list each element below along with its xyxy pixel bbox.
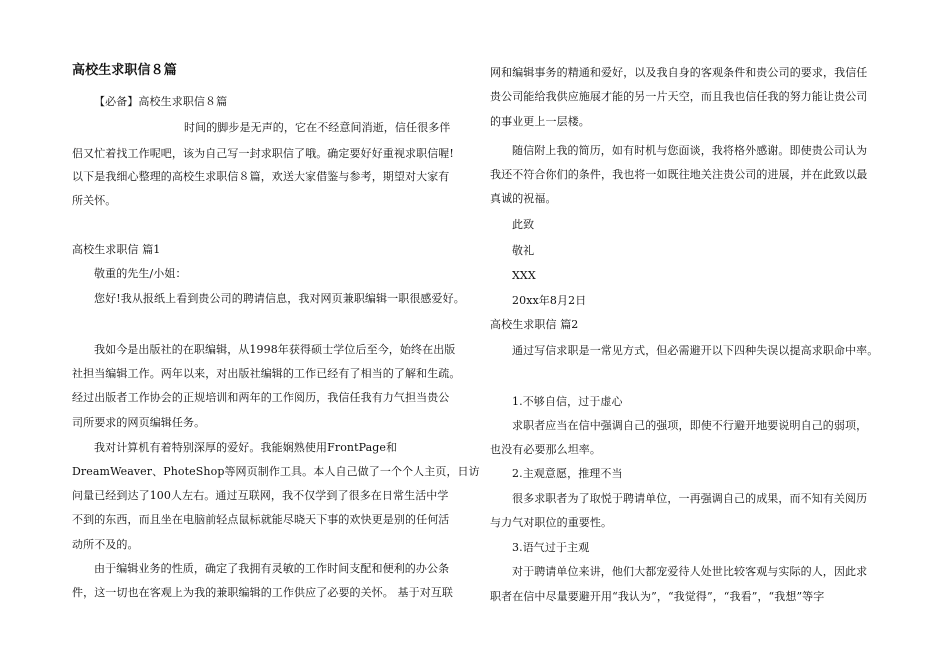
letter-date: 20xx年8月2日 [512, 294, 587, 307]
signature-name: XXX [512, 269, 536, 282]
paragraph-line: 的事业更上一层楼。 [490, 115, 590, 128]
paragraph-line: 动所不及的。 [72, 538, 139, 551]
paragraph-line: 贵公司能给我供应施展才能的另一片天空，而且我也信任我的努力能让贵公司 [490, 90, 868, 103]
paragraph-line: 您好!我从报纸上看到贵公司的聘请信息，我对网页兼职编辑一职很感爱好。 [94, 292, 465, 305]
paragraph-line: 职者在信中尽量要避开用“我认为”，“我觉得”，“我看”，“我想”等字 [490, 590, 825, 603]
paragraph-line: DreamWeaver、PhoteShop等网页制作工具。本人自己做了一个个人主页，日访 [72, 465, 480, 478]
paragraph-line: 社担当编辑工作。两年以来，对出版社编辑的工作已经有了相当的了解和生疏。 [72, 367, 461, 380]
paragraph-line: 求职者应当在信中强调自己的强项，即使不行避开地要说明自己的弱项， [512, 419, 868, 432]
paragraph-line: 司所要求的网页编辑任务。 [72, 416, 206, 429]
paragraph-line: 通过写信求职是一常见方式，但必需避开以下四种失误以提高求职命中率。 [512, 344, 879, 357]
paragraph-line: 经过出版者工作协会的正规培训和两年的工作阅历，我信任我有力气担当贵公 [72, 391, 450, 404]
paragraph-line: 我还不符合你们的条件，我也将一如既往地关注贵公司的进展，并在此致以最 [490, 168, 868, 181]
paragraph-line: 对于聘请单位来讲，他们大都宠爱待人处世比较客观与实际的人，因此求 [512, 565, 868, 578]
paragraph-line: 问量已经到达了100人左右。通过互联网，我不仅学到了很多在日常生活中学 [72, 489, 449, 502]
section-heading: 高校生求职信 篇2 [490, 318, 579, 331]
list-item-heading: 2.主观意愿，推理不当 [512, 467, 623, 480]
paragraph-line: 也没有必要那么坦率。 [490, 443, 601, 456]
paragraph-line: 网和编辑事务的精通和爱好，以及我自身的客观条件和贵公司的要求，我信任 [490, 66, 868, 79]
intro-line: 以下是我细心整理的高校生求职信８篇，欢送大家借鉴与参考，期望对大家有 [72, 170, 450, 183]
paragraph-line: 我对计算机有着特别深厚的爱好。我能娴熟使用FrontPage和 [94, 441, 398, 454]
closing-line: 敬礼 [512, 244, 535, 257]
paragraph-line: 很多求职者为了取悦于聘请单位，一再强调自己的成果，而不知有关阅历 [512, 492, 868, 505]
paragraph-line: 真诚的祝福。 [490, 192, 557, 205]
paragraph-line: 我如今是出版社的在职编辑，从1998年获得硕士学位后至今，始终在出版 [94, 343, 456, 356]
intro-line: 时间的脚步是无声的，它在不经意间消逝，信任很多伴 [184, 121, 451, 134]
salutation-line: 敬重的先生/小姐： [94, 267, 187, 280]
closing-line: 此致 [512, 218, 535, 231]
paragraph-line: 随信附上我的简历，如有时机与您面谈，我将格外感谢。即使贵公司认为 [512, 144, 868, 157]
intro-line: 所关怀。 [72, 194, 117, 207]
section-heading: 高校生求职信 篇1 [72, 243, 161, 256]
list-item-heading: 3.语气过于主观 [512, 541, 590, 554]
paragraph-line: 由于编辑业务的性质，确定了我拥有灵敏的工作时间支配和便利的办公条 [94, 562, 450, 575]
list-item-heading: 1.不够自信，过于虚心 [512, 395, 623, 408]
subtitle-line: 【必备】高校生求职信８篇 [94, 95, 228, 108]
paragraph-line: 与力气对职位的重要性。 [490, 516, 613, 529]
intro-line: 侣又忙着找工作呢吧，该为自己写一封求职信了哦。确定要好好重视求职信喔! [72, 147, 454, 160]
paragraph-line: 不到的东西，而且坐在电脑前轻点鼠标就能尽晓天下事的欢快更是别的任何活 [72, 513, 450, 526]
paragraph-line: 件，这一切也在客观上为我的兼职编辑的工作供应了必要的关怀。 基于对互联 [72, 586, 453, 599]
document-title: 高校生求职信８篇 [72, 63, 177, 78]
